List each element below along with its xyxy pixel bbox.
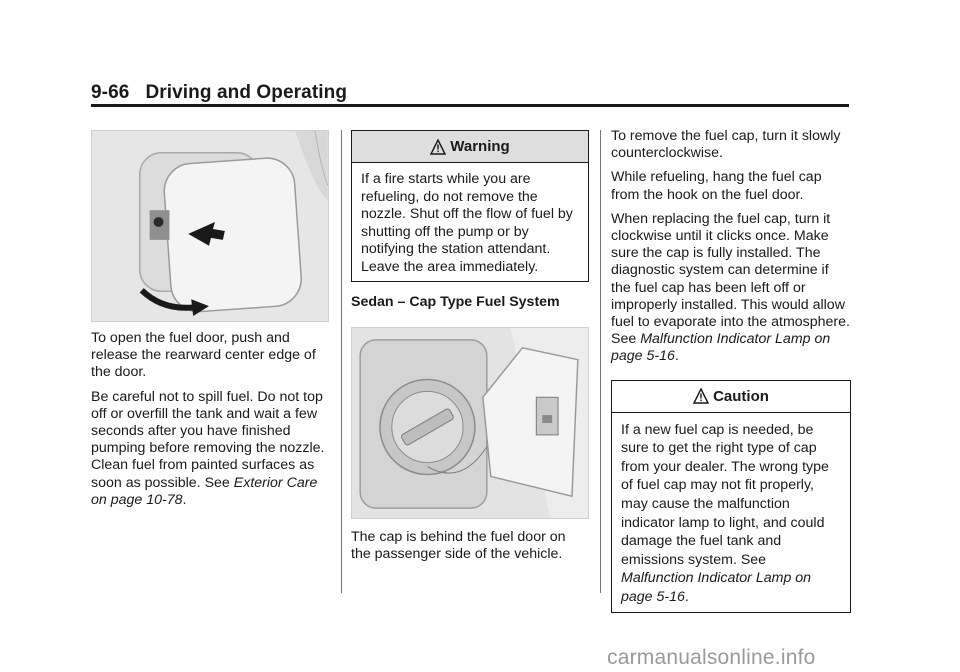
page-header [91,82,347,104]
column-3 [611,128,851,613]
caution-mil-reference: Malfunction Indicator Lamp on page 5-16 [621,570,812,605]
fuel-cap-illustration [351,327,589,519]
warning-box [351,130,589,282]
column-2 [351,130,589,571]
sedan-subheading: Sedan – Cap Type Fuel System [351,294,560,310]
caution-text [612,413,850,612]
warning-text: If a fire starts while you are refueling, do not remove the nozzle. Shut off the flow of fuel by shutting off the pump or by notifying the station attendant. Leave the area immediately. [361,171,573,275]
fuel-spill-text: Be careful not to spill fuel. Do not top off or overfill the tank and wait a few seconds after you have finished pumping before removing the nozzle. Clean fuel from painted surfaces as soon as possible. See [91,388,325,491]
open-fuel-door-paragraph: To open the fuel door, push and release the rearward center edge of the door. [91,330,316,381]
section-title: Driving and Operating [145,82,348,103]
remove-cap-paragraph: To remove the fuel cap, turn it slowly counterclockwise. [611,128,841,162]
fuel-spill-end: . [182,491,187,508]
caution-title: Caution [713,387,769,405]
page-number: 9-66 [91,82,130,103]
mil-reference: Malfunction Indicator Lamp on page 5-16 [611,331,831,365]
column-1 [91,130,329,516]
header-rule [91,104,849,107]
replace-cap-paragraph [611,211,851,366]
column-divider-1 [341,130,342,593]
caution-box [611,380,851,613]
caution-header [612,381,850,413]
cap-location-paragraph: The cap is behind the fuel door on the passenger side of the vehicle. [351,529,566,563]
warning-header [352,131,588,163]
caution-triangle-icon [693,388,709,404]
replace-cap-text: When replacing the fuel cap, turn it clockwise until it clicks once. Make sure the cap is fully installed. The diagnostic system can determine if the fuel cap has been left off or improperly installed. This would allow fuel to evaporate into the atmosphere. See [611,210,850,348]
fuel-spill-paragraph [91,389,329,509]
hang-cap-paragraph: While refueling, hang the fuel cap from the hook on the fuel door. [611,169,822,203]
caution-end: . [684,588,689,605]
exterior-care-reference: Exterior Care on page 10-78 [91,474,318,508]
warning-triangle-icon [430,139,446,155]
column-divider-2 [600,130,601,593]
fuel-door-open-illustration [91,130,329,322]
caution-body: If a new fuel cap is needed, be sure to get the right type of cap from your dealer. The wrong type of fuel cap may not fit properly, may cause the malfunction indicator lamp to light, and could damage the fuel tank and emissions system. See [621,421,829,568]
watermark: carmanualsonline.info [607,646,816,669]
replace-cap-end: . [674,348,679,365]
warning-title: Warning [450,137,510,155]
